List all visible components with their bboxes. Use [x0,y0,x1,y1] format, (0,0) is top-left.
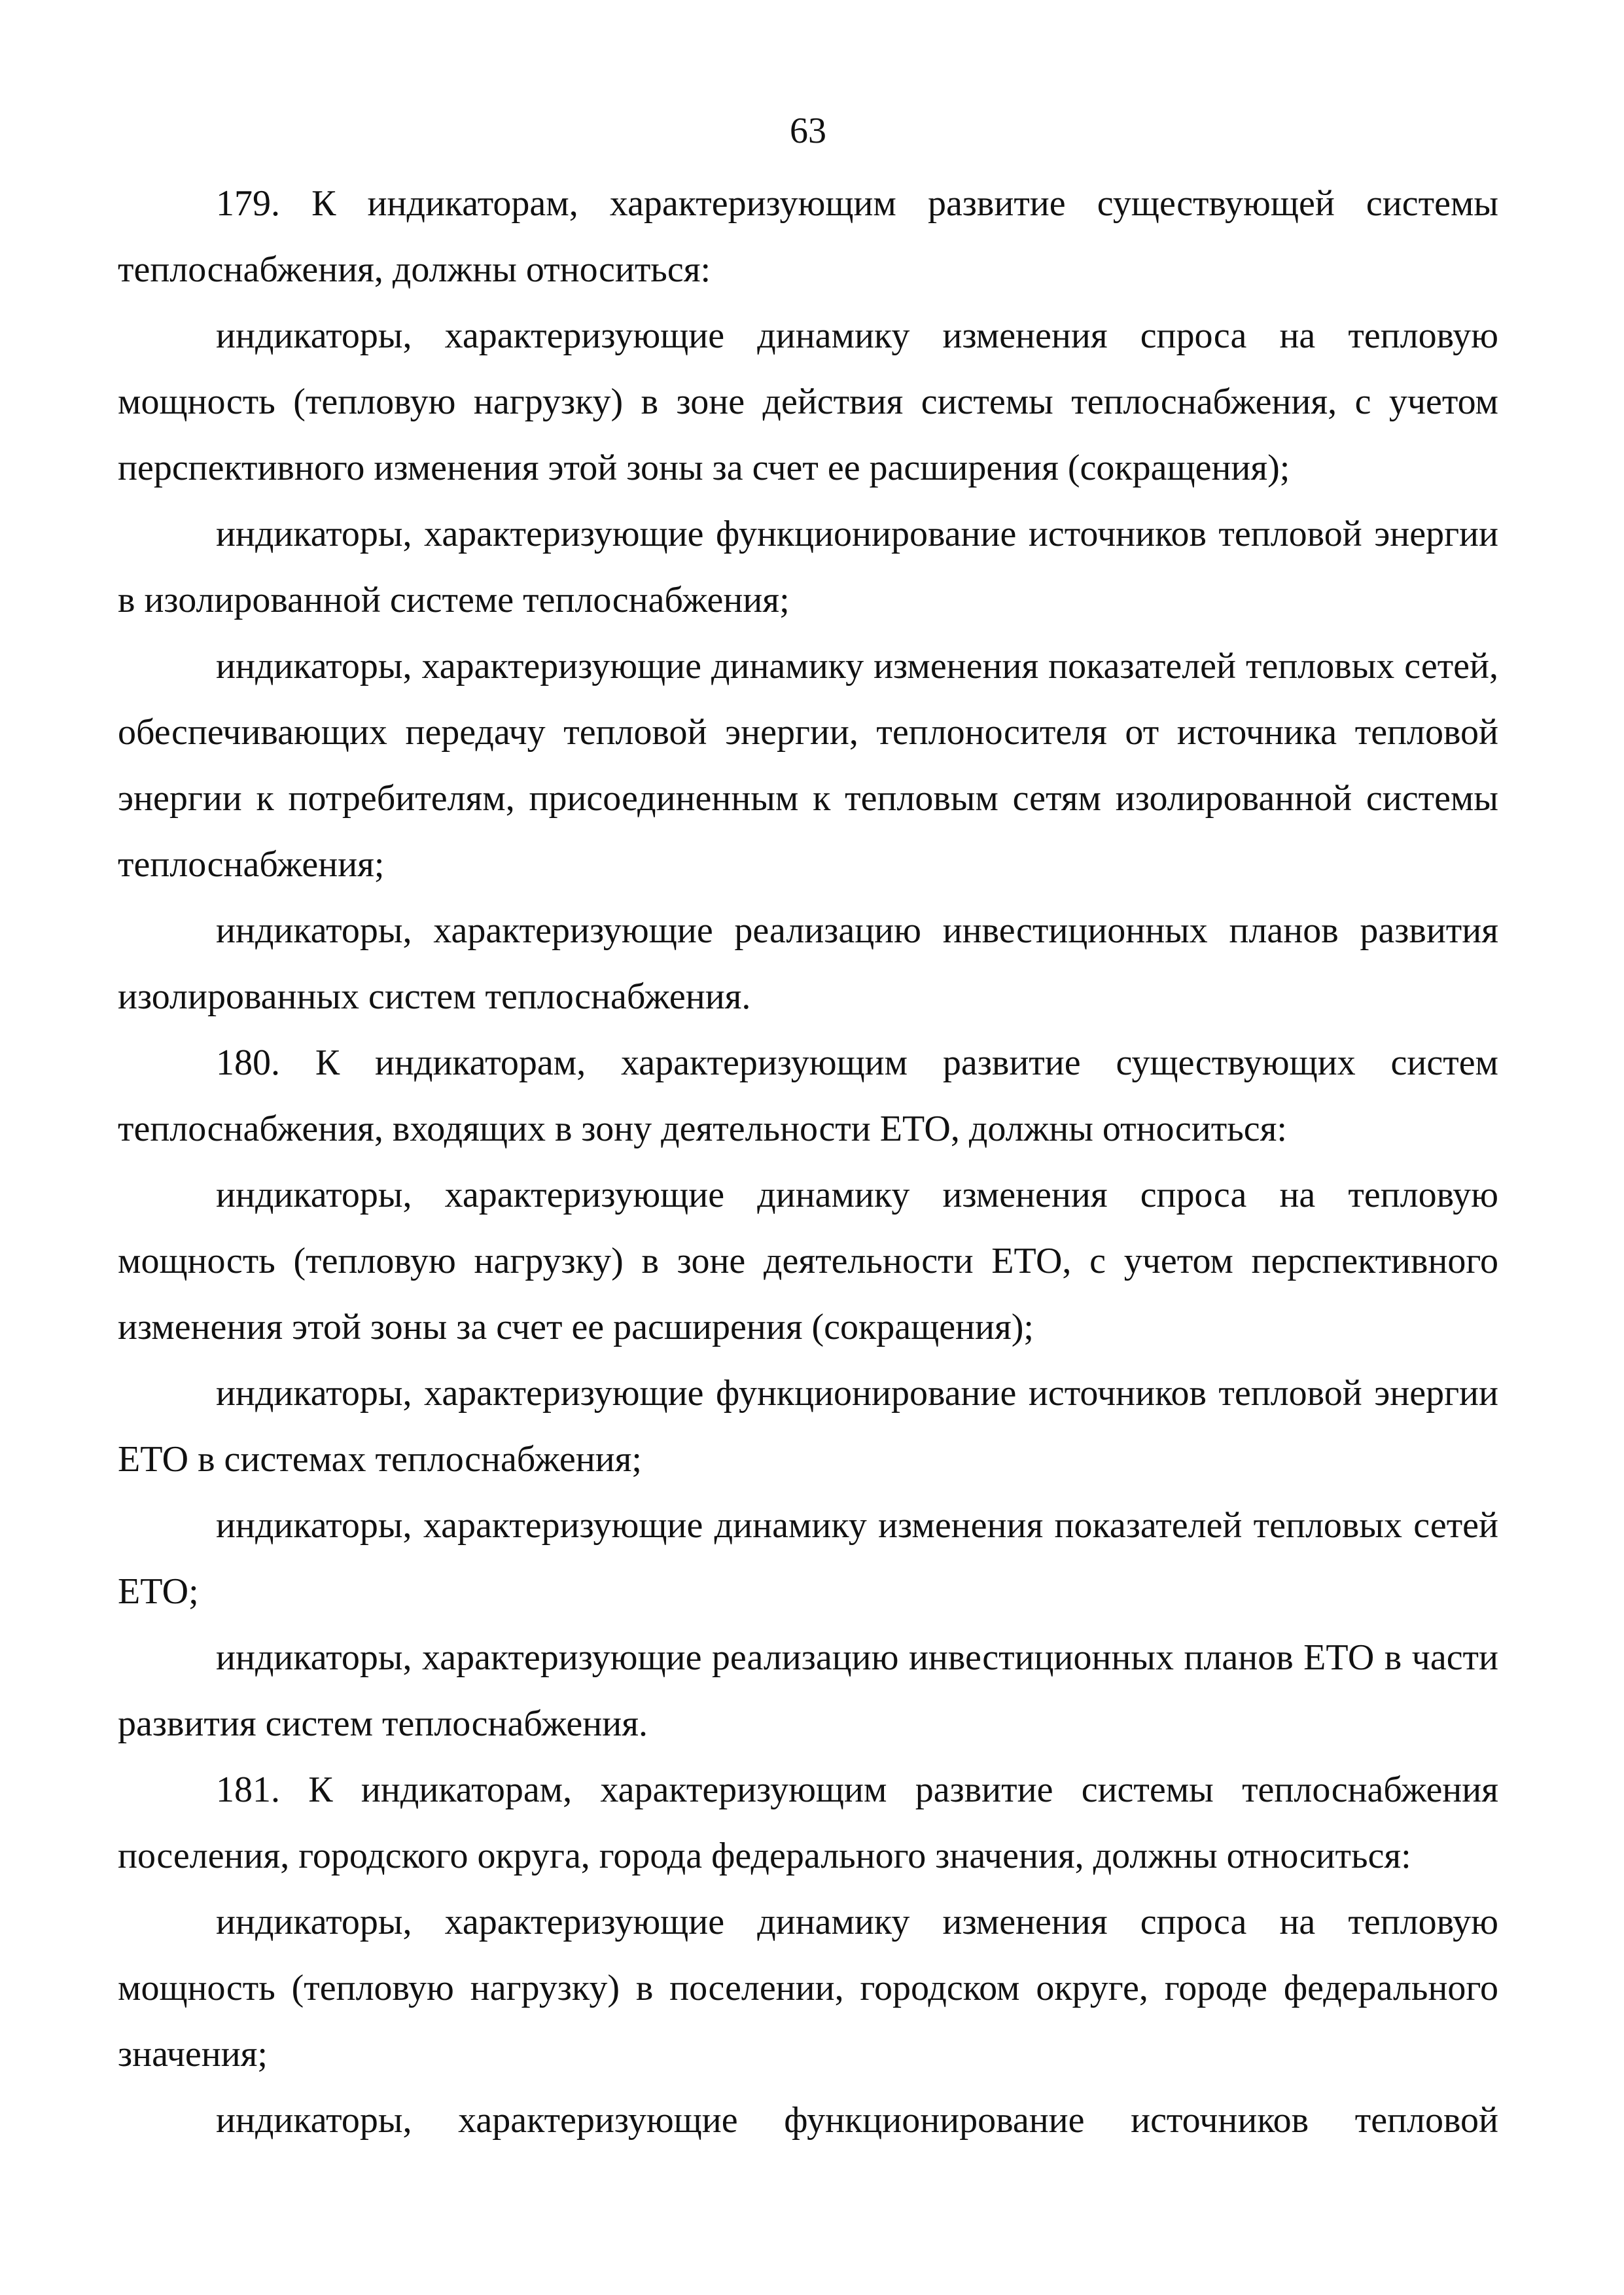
paragraph-180-item-2: индикаторы, характеризующие функционирование источников тепловой энергии ЕТО в системах теплоснабжения; [118,1373,1498,1480]
paragraph-180-item-3: индикаторы, характеризующие динамику изменения показателей тепловых сетей ЕТО; [118,1505,1498,1612]
paragraph-180-item-4: индикаторы, характеризующие реализацию инвестиционных планов ЕТО в части развития систем теплоснабжения. [118,1637,1498,1744]
paragraph-179-item-2: индикаторы, характеризующие функционирование источников тепловой энергии в изолированной системе теплоснабжения; [118,514,1498,620]
paragraph-180-item-1: индикаторы, характеризующие динамику изменения спроса на тепловую мощность (тепловую нагрузку) в зоне деятельности ЕТО, с учетом перспективного изменения этой зоны за счет ее расширения (сокращения); [118,1175,1498,1347]
paragraph-180-heading: 180. К индикаторам, характеризующим развитие существующих систем теплоснабжения, входящих в зону деятельности ЕТО, должны относиться: [118,1042,1498,1149]
paragraph-181-heading: 181. К индикаторам, характеризующим развитие системы теплоснабжения поселения, городского округа, города федерального значения, должны относиться: [118,1770,1498,1876]
page-number: 63 [790,111,826,151]
document-page [118,98,1498,2154]
paragraph-179-item-3: индикаторы, характеризующие динамику изменения показателей тепловых сетей, обеспечивающих передачу тепловой энергии, теплоносителя от источника тепловой энергии к потребителям, присоединенным к тепловым сетям изолированной системы теплоснабжения; [118,646,1498,885]
paragraph-181-item-1: индикаторы, характеризующие динамику изменения спроса на тепловую мощность (тепловую нагрузку) в поселении, городском округе, городе федерального значения; [118,1902,1498,2074]
paragraph-179-heading: 179. К индикаторам, характеризующим развитие существующей системы теплоснабжения, должны относиться: [118,183,1498,290]
paragraph-179-item-1: индикаторы, характеризующие динамику изменения спроса на тепловую мощность (тепловую нагрузку) в зоне действия системы теплоснабжения, с учетом перспективного изменения этой зоны за счет ее расширения (сокращения); [118,315,1498,488]
paragraph-179-item-4: индикаторы, характеризующие реализацию инвестиционных планов развития изолированных систем теплоснабжения. [118,910,1498,1017]
paragraph-181-item-2: индикаторы, характеризующие функционирование источников тепловой [216,2100,1498,2141]
